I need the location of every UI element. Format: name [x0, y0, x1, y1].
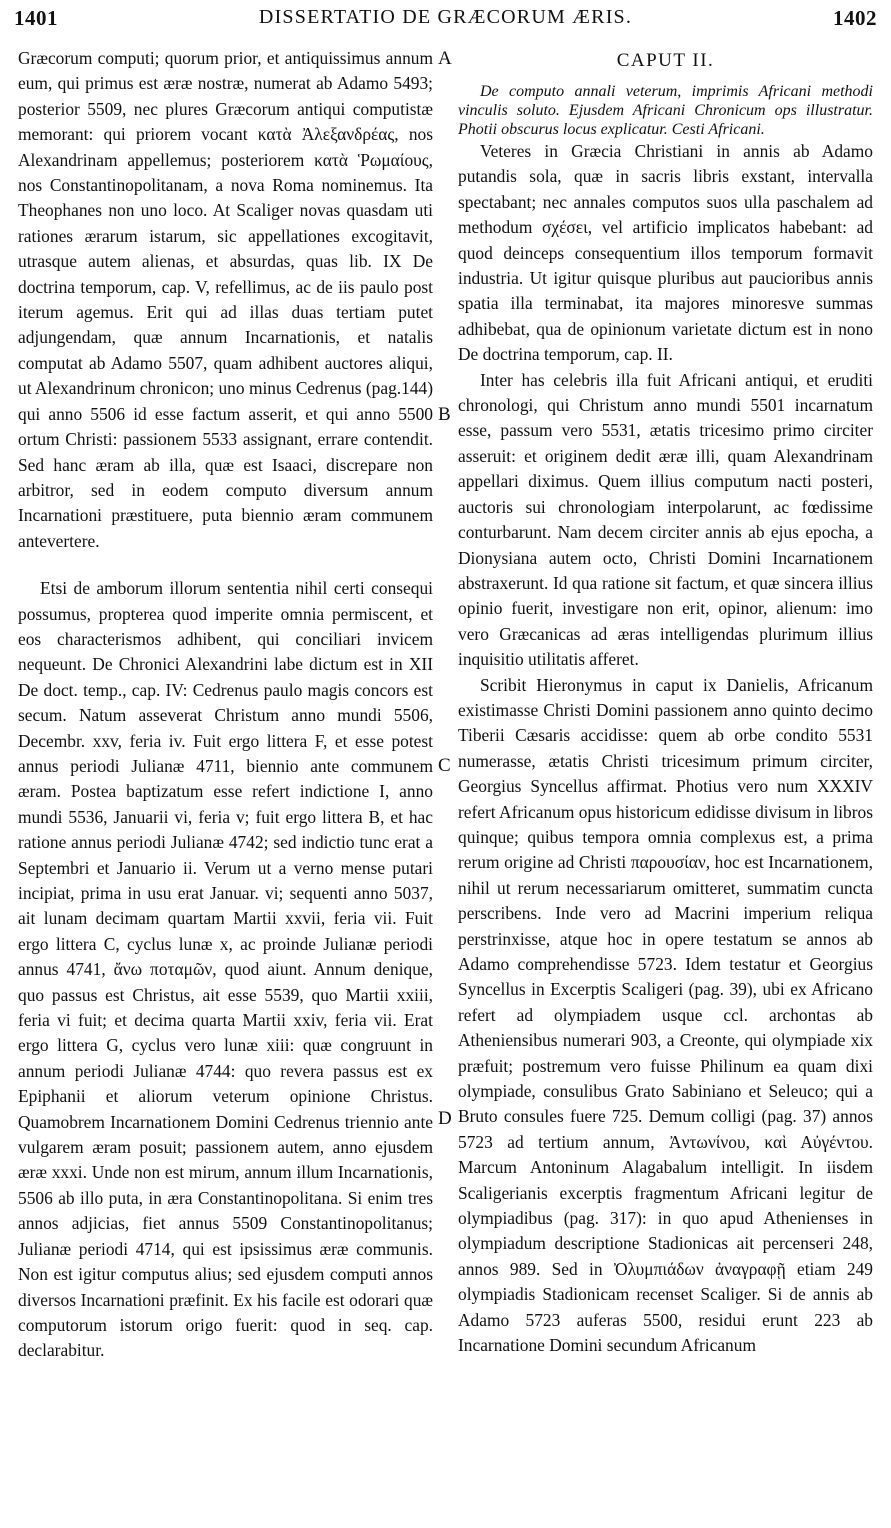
left-paragraph-2: Etsi de amborum illorum sententia nihil certi consequi possumus, propterea quod imperite omnia permiscent, et eos characterismos adhibent, qui conciliari invicem nequeunt. De Chronici Alexandrini labe dictum est in XII De doct. temp., cap. IV: Cedrenus paulo magis concors est secum. Natum asseverat Christum anno mundi 5506, Decembr. xxv, feria iv. Fuit ergo littera F, et esse potest annus periodi Julianæ 4711, biennio ante communem æram. Postea baptizatum esse refert indictione I, anno mundi 5536, Januarii vi, feria v; fuit ergo littera B, et hac ratione annus periodi Julianæ 4742; sed indictio tunc erat a Septembri et Januario ii. Verum ut a verno mense putari incipiat, prima in usu erat Januar. vi; sequenti anno 5037, ait lunam decimam quartam Martii xxvii, feria vii. Fuit ergo littera C, cyclus lunæ x, ac proinde Julianæ periodi annus 4741, ἄνω ποταμῶν, quod aiunt. Annum denique, quo passus est Christus, ait esse 5539, quo Martii xxiii, feria vi fuit; et decima quarta Martii xxiv, feria vii. Erat ergo littera G, cyclus vero lunæ xiii: quæ congruunt in annum periodi Julianæ 4744: quo revera passus est ex Epiphanii et aliorum veterum opinione Christus. Quamobrem Incarnationem Domini Cedrenus triennio ante vulgarem æram posuit; passionem autem, anno ejusdem æræ xxxi. Unde non est mirum, annum illum Incarnationis, 5506 ab illo puta, in æra Constantinopolitana. Si enim tres annos adjicias, fiet annus 5509 Constantinopolitanus; Julianæ periodi 4714, qui est ipsissimus æræ communis. Non est igitur computus alius; sed ejusdem computi annos diversos Incarnationi præfinit. Ex his facile est odorari quæ computorum istorum origo fuerit: quod in seq. cap. declarabitur. [18, 578, 433, 1361]
left-paragraph-1: Græcorum computi; quorum prior, et antiquissimus annum eum, qui primus est æræ nostræ, numerat ab Adamo 5493; posterior 5509, nec plures Græcorum antiqui computistæ memorant: qui priorem vocant κατὰ Ἀλεξανδρέας, nos Alexandrinam appellemus; posteriorem κατὰ Ῥωμαίους, nos Constantinopolitanam, a nova Roma nominemus. Ita Theophanes non uno loco. At Scaliger novas quasdam uti rationes ærarum istarum, sic appellationes excogitavit, utrasque autem alienas, et absurdas, quas lib. IX De doctrina temporum, cap. V, refellimus, ac de iis paulo post iterum agemus. Erit qui ad illas duas tertiam putet adjungendam, quæ annum Incarnationis, et natalis computat ab Adamo 5507, quam adhibent auctores aliqui, ut Alexandrinum chronicon; uno minus Cedrenus (pag.144) qui anno 5506 id esse factum asserit, et qui anno 5500 ortum Christi: passionem 5533 assignant, errare contendit. Sed hanc æram ab illa, quæ est Isaaci, discrepare non arbitror, sed in eodem computo diversum annum Incarnationi præstituere, puta biennio æram communem antevertere. [18, 48, 433, 551]
right-column [458, 46, 873, 1359]
page-number-left: 1401 [14, 6, 58, 30]
chapter-summary: De computo annali veterum, imprimis Africani methodi vinculis soluto. Ejusdem Africani Chronicum ops illustratur. Photii obscurus locus explicatur. Cesti Africani. [458, 83, 873, 138]
left-column [18, 46, 433, 1364]
running-header [0, 2, 891, 36]
page-number-right: 1402 [833, 6, 877, 30]
margin-marker-c: C [438, 755, 451, 776]
right-paragraph-3: Scribit Hieronymus in caput ix Danielis, Africanum existimasse Christi Domini passionem anno quinto decimo Tiberii Cæsaris accidisse: quem ab orbe condito 5531 numerasse, ætatis Christi tricesimum primum circiter, Georgius Syncellus affirmat. Photius vero num XXXIV refert Africanum opus historicum edidisse divisum in libros quinque; quibus tempora omnia complexus est, a prima rerum origine ad Christi παρουσίαν, hoc est Incarnationem, nihil ut rerum necessariarum omitteret, summatim cuncta perscribens. Inde vero ad Macrini imperium reliqua perstrinxisse, atque hoc in opere testatum se annos ab Adamo comprehendisse 5723. Idem testatur et Georgius Syncellus in Excerptis Scaligeri (pag. 39), ubi ex Africano refert ad olympiadem usque ccl. archontas ab Atheniensibus numerari 903, a Creonte, qui olympiade xix præfuit; postremum vero fuisse Philinum ea quam dixi olympiade, consulibus Grato Sabiniano et Seleuco; qui a Bruto consules fuere 725. Demum colligi (pag. 37) annos 5723 ad tertium annum, Ἀντωνίνου, καὶ Αὐγέντου. Marcum Antoninum Alagabalum intelligit. In iisdem Scaligerianis excerptis fragmentum Africani legitur de olympiadibus (pag. 317): in quo apud Athenienses in olympiadum descriptione Stadionicas ait percenseri 248, annos 989. Sed in Ὀλυμπιάδων ἀναγραφῇ etiam 249 olympiadis Stadionicam recenset Scaliger. Si de annis ab Adamo 5723 auferas 5500, residui erunt 223 ab Incarnatione Domini secundum Africanum [458, 674, 873, 1356]
running-title: DISSERTATIO DE GRÆCORUM ÆRIS. [258, 6, 633, 28]
right-paragraph-1: Veteres in Græcia Christiani in annis ab Adamo putandis sola, quæ in sacris libris exstant, intervalla spectabant; nec annales computos suos ulla paschalem ad methodum σχέσει, vel artificio implicatos habebant: ad quod deinceps consequentium illos temporum formavit industria. Ut igitur quisque pluribus aut paucioribus annis spatia illa terminabat, ita majores minoresve summas adhibebat, qua de opinionum varietate dictum est in nono De doctrina temporum, cap. II. [458, 141, 873, 365]
margin-marker-b: B [438, 404, 451, 425]
chapter-heading: CAPUT II. [616, 50, 715, 71]
margin-marker-a: A [438, 48, 452, 69]
margin-marker-d: D [438, 1108, 452, 1129]
right-paragraph-2: Inter has celebris illa fuit Africani antiqui, et eruditi chronologi, qui Christum anno mundi 5501 incarnatum esse, passum vero 5531, ætatis tricesimo primo circiter asseruit: et originem dedit æræ illi, quam Alexandrinam appellari diximus. Quem illius computum nacti posteri, auctoris sui chronologiam interpolarunt, ac fœdissime conturbarunt. Nam decem circiter annis ab ejus epocha, a Dionysiana autem octo, Christi Domini Incarnationem abstraxerunt. Id qua ratione sit factum, et quæ sincera illius opinio fuerit, investigare non erit, opinor, alienum: imo vero Græcanicas ad æras intelligendas plurimum illius inquisitio utilitatis afferet. [458, 369, 873, 670]
